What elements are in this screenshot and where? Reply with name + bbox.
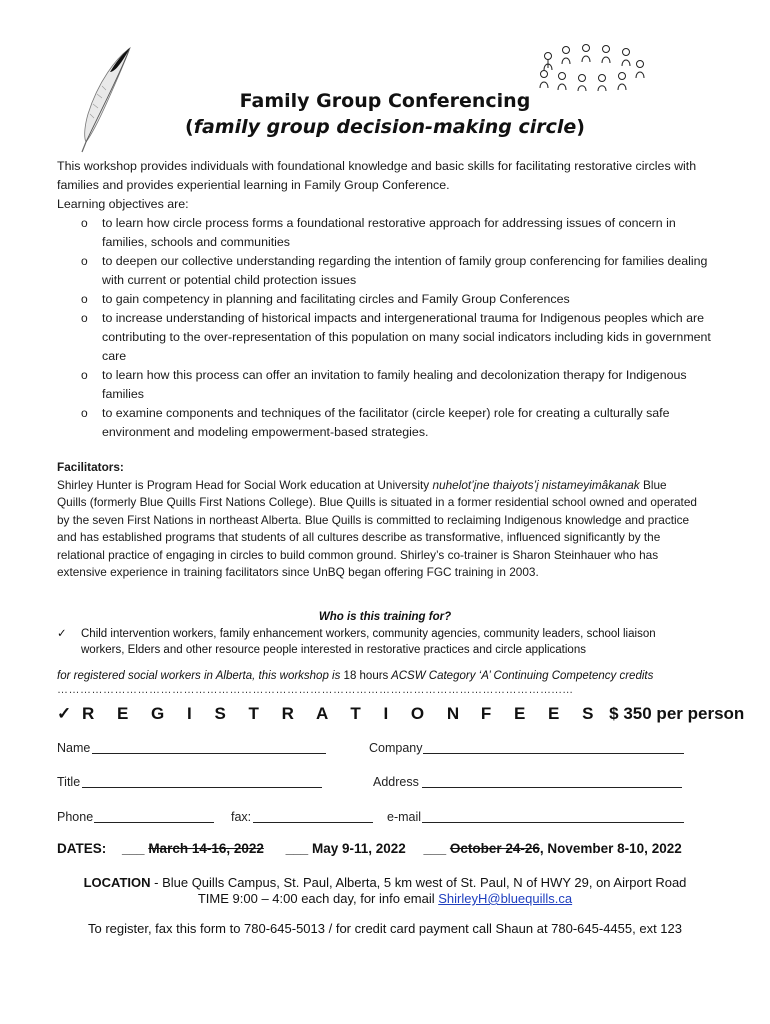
date-option-3: , November 8-10, 2022 — [539, 841, 682, 856]
date-checkbox-1[interactable]: ___ — [122, 841, 145, 856]
objectives-heading: Learning objectives are: — [57, 197, 189, 211]
credit-note: for registered social workers in Alberta, this workshop is 18 hours ACSW Category ‘A’ Continuing Competency credits — [57, 670, 654, 682]
objective-item: o to examine components and techniques of the facilitator (circle keeper) role for creating a culturally safe environment and modeling empowerment-based strategies. — [57, 404, 717, 442]
date-checkbox-2[interactable]: ___ — [285, 841, 309, 856]
phone-field[interactable] — [94, 822, 214, 823]
objective-item: o to deepen our collective understanding regarding the intention of family group conferencing for families dealing with current or potential child protection issues — [57, 252, 717, 290]
location-line: LOCATION - Blue Quills Campus, St. Paul, Alberta, 5 km west of St. Paul, N of HWY 29, on Airport Road — [83, 875, 687, 890]
name-field[interactable] — [92, 753, 326, 754]
fax-field[interactable] — [253, 822, 373, 823]
register-instructions: To register, fax this form to 780-645-5013 / for credit card payment call Shaun at 780-645-4455, ext 123 — [87, 921, 682, 936]
phone-label: Phone — [57, 810, 94, 824]
title-label: Title — [57, 775, 81, 789]
address-label: Address — [373, 775, 419, 789]
name-label: Name — [57, 741, 91, 755]
who-heading: Who is this training for? — [318, 611, 452, 623]
info-email-link[interactable]: ShirleyH@bluequills.ca — [438, 891, 573, 906]
dates-row — [57, 841, 682, 856]
date-checkbox-3[interactable]: ___ — [423, 841, 447, 856]
company-label: Company — [369, 741, 423, 755]
time-line: TIME 9:00 – 4:00 each day, for info email ShirleyH@bluequills.ca — [197, 891, 573, 906]
email-field[interactable] — [422, 822, 684, 823]
people-circle-icon — [536, 42, 648, 92]
objectives-list — [57, 214, 717, 442]
date-option-3-cancelled: October 24-26 — [449, 841, 540, 856]
dates-label: DATES: — [57, 841, 107, 856]
who-item: ✓ Child intervention workers, family enhancement workers, community agencies, community leaders, school liaison workers, Elders and other resource people interested in restorative practices and circle applications — [57, 628, 656, 656]
address-field[interactable] — [422, 787, 682, 788]
facilitators-section: Facilitators: Shirley Hunter is Program Head for Social Work education at University nuhelot’įne thaiyots’į nistameyimâkanak Blue Quills (formerly Blue Quills First Nations College). Blue Quills is situated in a former residential school owned and operated by the seven First Nations in northeast Alberta. Blue Quills is committed to reclaiming Indigenous knowledge and practice and has established programs that students of all cultures describe as transformative, influenced significantly by the relational practice of engaging in circles to build common ground. Shirley’s co-trainer is Sharon Steinhauer who has extensive experience in training facilitators since UnBQ began offering FGC training in 2003. — [57, 460, 697, 579]
divider: …………………………………………………………………………………………………………………...… — [57, 684, 574, 696]
company-field[interactable] — [423, 753, 684, 754]
registration-heading: ✓ R E G I S T R A T I O N F E E S $ 350 per person — [57, 704, 745, 723]
facilitators-heading: Facilitators: — [57, 460, 124, 474]
date-option-1: March 14-16, 2022 — [148, 841, 264, 856]
email-label: e-mail — [387, 810, 422, 824]
objective-item: o to learn how circle process forms a foundational restorative approach for addressing issues of concern in families, schools and communities — [57, 214, 717, 252]
objective-item: o to gain competency in planning and facilitating circles and Family Group Conferences — [57, 290, 717, 309]
date-option-2: May 9-11, 2022 — [311, 841, 406, 856]
page-subtitle: (family group decision-making circle) — [185, 116, 585, 138]
fax-label: fax: — [231, 810, 252, 824]
page-title: Family Group Conferencing — [239, 90, 531, 112]
checkmark-icon: ✓ — [57, 628, 67, 640]
title-field[interactable] — [82, 787, 322, 788]
intro-paragraph: This workshop provides individuals with foundational knowledge and basic skills for facilitating restorative circles with families and provides experiential learning in Family Group Conference. Learning objectives are: — [57, 159, 697, 211]
checkmark-icon: ✓ — [57, 704, 72, 723]
objective-item: o to increase understanding of historical impacts and intergenerational trauma for Indigenous peoples which are contributing to the over-representation of this population on many social indicators including kids in government care — [57, 309, 717, 366]
objective-item: o to learn how this process can offer an invitation to family healing and decolonization therapy for Indigenous families — [57, 366, 717, 404]
